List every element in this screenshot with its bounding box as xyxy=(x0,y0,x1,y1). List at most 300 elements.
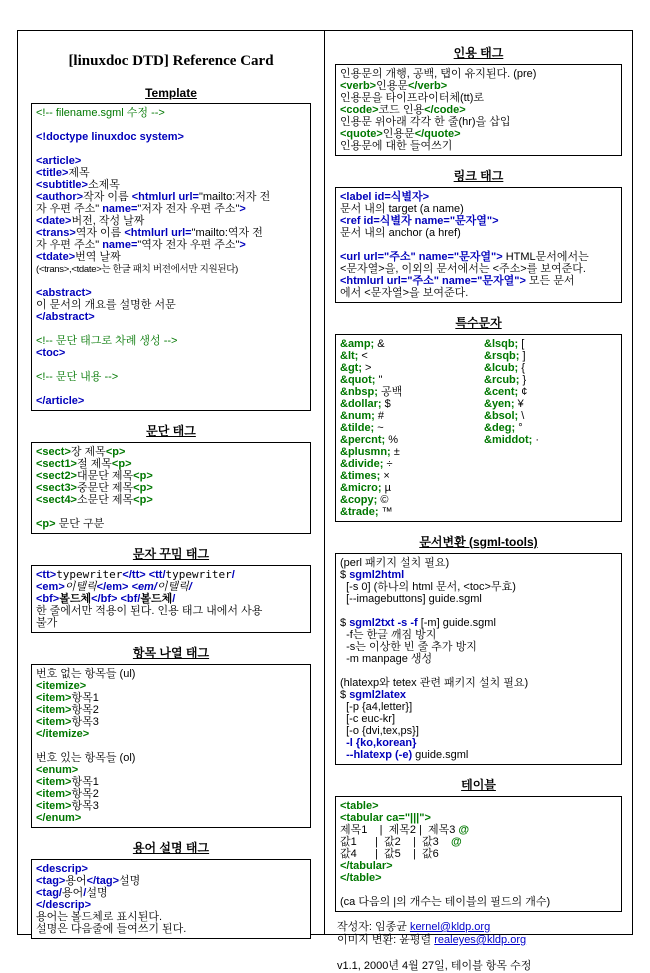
code-segment: 공백 xyxy=(377,386,403,398)
code-segment: ¢ xyxy=(518,386,528,398)
paragraph-tags-box xyxy=(31,442,311,534)
code-segment: &amp; xyxy=(340,338,375,350)
code-line xyxy=(484,338,539,350)
code-segment: </code> xyxy=(424,104,466,116)
code-segment: [-p {a4,letter}] xyxy=(340,701,413,713)
code-segment: <quote> xyxy=(340,128,383,140)
code-line xyxy=(340,446,617,458)
code-line xyxy=(36,155,306,167)
code-segment: <toc> xyxy=(36,347,66,359)
code-segment: 용어 xyxy=(61,887,84,899)
code-line xyxy=(36,347,306,359)
code-line xyxy=(484,410,539,422)
code-line xyxy=(340,884,617,896)
code-line xyxy=(340,227,617,239)
code-segment: </tabular> xyxy=(340,860,393,872)
code-line xyxy=(340,458,617,470)
code-segment: guide.sgml xyxy=(412,749,469,761)
card-border xyxy=(17,30,633,972)
code-segment: <itemize> xyxy=(36,680,87,692)
code-line xyxy=(36,131,306,143)
code-segment: (<trans>,<tdate>는 한글 패치 버전에서만 지원된다) xyxy=(36,264,238,275)
code-line xyxy=(36,680,306,692)
code-line xyxy=(340,203,617,215)
code-segment: " xyxy=(375,374,383,386)
code-line xyxy=(36,569,306,581)
code-segment: <p> xyxy=(133,470,153,482)
code-line xyxy=(340,68,617,80)
code-segment: <author> xyxy=(36,191,84,203)
code-segment: <ref id=식별자 name="문자열"> xyxy=(340,215,499,227)
code-segment: "역자 전자 우편 주소" xyxy=(137,239,240,251)
code-segment: [-m] guide.sgml xyxy=(417,617,496,629)
code-segment: 자 우편 주소" xyxy=(36,239,103,251)
code-line xyxy=(340,350,617,362)
code-segment: 번역 날짜 xyxy=(75,251,121,263)
code-line xyxy=(36,518,306,530)
code-segment: </enum> xyxy=(36,812,82,824)
footer xyxy=(335,921,622,973)
section-quote-tags xyxy=(335,44,622,156)
code-line xyxy=(337,934,622,947)
code-segment: 항목1 xyxy=(71,692,99,704)
section-title-paragraph-tags xyxy=(31,422,311,439)
code-line xyxy=(340,581,617,593)
code-segment: > xyxy=(362,362,372,374)
code-line xyxy=(337,921,622,934)
code-segment: @ xyxy=(458,824,470,836)
code-line xyxy=(36,311,306,323)
code-line xyxy=(36,704,306,716)
code-segment: HTML문서에서는 xyxy=(502,251,589,263)
code-segment: 자 우편 주소" xyxy=(36,203,103,215)
code-line xyxy=(36,251,306,263)
code-segment: <!-- 문단 내용 --> xyxy=(36,371,119,383)
code-segment: 항목1 xyxy=(71,776,99,788)
code-segment: / xyxy=(172,593,176,605)
code-line xyxy=(36,191,306,203)
code-line xyxy=(340,275,617,287)
code-segment: &middot; xyxy=(484,434,533,446)
code-segment: 항목2 xyxy=(71,704,99,716)
code-segment: <p> xyxy=(133,482,153,494)
code-line xyxy=(340,836,617,848)
section-template xyxy=(31,86,311,411)
code-line xyxy=(340,263,617,275)
code-line xyxy=(36,506,306,518)
code-line xyxy=(340,629,617,641)
code-segment: <item> xyxy=(36,692,72,704)
code-line xyxy=(36,371,306,383)
char-style-tags-box xyxy=(31,565,311,633)
code-segment: % xyxy=(385,434,399,446)
section-title-text: 인용 태그 xyxy=(453,46,504,60)
code-segment: </verb> xyxy=(407,80,448,92)
code-segment: <date> xyxy=(36,215,72,227)
code-line xyxy=(340,725,617,737)
code-segment: <tt/ xyxy=(148,569,166,581)
code-segment: $ xyxy=(381,398,391,410)
section-title-char-style-tags xyxy=(31,545,311,562)
section-title-text: Template xyxy=(145,86,197,100)
code-segment: -s는 이상한 빈 줄 추가 방지 xyxy=(340,641,477,653)
code-segment: &deg; xyxy=(484,422,516,434)
code-line xyxy=(340,701,617,713)
code-line xyxy=(340,713,617,725)
code-line xyxy=(36,692,306,704)
code-line xyxy=(36,728,306,740)
section-title-link-tags xyxy=(335,167,622,184)
code-line xyxy=(36,227,306,239)
code-segment: &lcub; xyxy=(484,362,519,374)
code-line xyxy=(340,605,617,617)
code-line xyxy=(484,374,539,386)
code-segment: <tag/ xyxy=(36,887,62,899)
code-segment: <url url="주소" name="문자열"> xyxy=(340,251,503,263)
section-title-text: 문단 태그 xyxy=(146,424,196,438)
code-segment: <em> xyxy=(36,581,65,593)
code-line xyxy=(340,338,617,350)
code-line xyxy=(36,275,306,287)
code-line xyxy=(484,386,539,398)
section-title-special-chars xyxy=(335,314,622,331)
code-segment: &trade; xyxy=(340,506,379,518)
code-segment: --hlatexp (-e) xyxy=(346,749,413,761)
code-segment: 한 줄에서만 적용이 된다. 인용 태그 내에서 사용 xyxy=(36,605,263,617)
code-segment: [-s 0] (하나의 html 문서, <toc>무효) xyxy=(340,581,516,593)
code-line xyxy=(340,287,617,299)
code-line xyxy=(340,749,617,761)
code-segment: $ xyxy=(340,569,350,581)
template-code-box xyxy=(31,103,311,411)
code-segment: 인용문 xyxy=(382,128,415,140)
code-segment: <code> xyxy=(340,104,379,116)
code-segment: <item> xyxy=(36,716,72,728)
code-segment: (hlatexp와 tetex 관련 패키지 설치 필요) xyxy=(340,677,529,689)
code-segment: &yen; xyxy=(484,398,515,410)
code-line xyxy=(340,653,617,665)
code-segment: 인용문 xyxy=(376,80,408,92)
code-line xyxy=(340,812,617,824)
code-segment: "mailto:저자 전 xyxy=(198,191,271,203)
code-line xyxy=(340,362,617,374)
code-line xyxy=(340,506,617,518)
code-segment: <tdate> xyxy=(36,251,76,263)
code-segment: </table> xyxy=(340,872,382,884)
quote-tags-box xyxy=(335,64,622,156)
section-table-tags xyxy=(335,776,622,912)
code-segment: 역자 이름 xyxy=(75,227,125,239)
code-segment: -f는 한글 깨짐 방지 xyxy=(340,629,437,641)
code-segment: <bf/ xyxy=(120,593,141,605)
code-segment: 인용문에 대한 들여쓰기 xyxy=(340,140,453,152)
code-line xyxy=(340,800,617,812)
code-segment: </bf> xyxy=(91,593,118,605)
code-segment: &cent; xyxy=(484,386,519,398)
section-title-text: 문서변환 (sgml-tools) xyxy=(419,535,538,549)
code-line xyxy=(340,104,617,116)
code-segment: </descrip> xyxy=(36,899,92,911)
code-segment: 값4 | 값5 | 값6 xyxy=(340,848,439,860)
code-segment: 대문단 제목 xyxy=(76,470,134,482)
code-segment: (perl 패키지 설치 필요) xyxy=(340,557,450,569)
code-line xyxy=(36,875,306,887)
code-segment: 소문단 제목 xyxy=(76,494,134,506)
code-line xyxy=(340,665,617,677)
code-line xyxy=(340,80,617,92)
code-segment: 제목1 | 제목2 | 제목3 xyxy=(340,824,459,836)
code-segment: # xyxy=(374,410,385,422)
code-line xyxy=(340,215,617,227)
code-segment: 작성자: 임종균 xyxy=(337,921,410,933)
page-title: [linuxdoc DTD] Reference Card xyxy=(68,53,274,69)
code-segment: <sect4> xyxy=(36,494,77,506)
section-doc-conversion xyxy=(335,533,622,765)
code-segment: -l {ko,korean} xyxy=(346,737,417,749)
code-segment: 소제목 xyxy=(87,179,120,191)
code-segment: <subtitle> xyxy=(36,179,88,191)
code-segment: &copy; xyxy=(340,494,378,506)
entity-column-right xyxy=(484,338,539,446)
code-line xyxy=(340,239,617,251)
code-segment: 용어는 볼드체로 표시된다. xyxy=(36,911,163,923)
code-segment: </article> xyxy=(36,395,85,407)
code-segment: 항목2 xyxy=(71,788,99,800)
code-line xyxy=(36,776,306,788)
section-title-list-tags xyxy=(31,644,311,661)
section-title-quote-tags xyxy=(335,44,622,61)
code-line xyxy=(36,800,306,812)
code-line xyxy=(36,752,306,764)
code-segment: name= xyxy=(102,203,138,215)
code-segment: <p> xyxy=(36,518,56,530)
code-segment: 설명 xyxy=(86,887,108,899)
email-link[interactable]: kernel@kldp.org xyxy=(409,921,491,933)
code-segment: <trans> xyxy=(36,227,76,239)
code-segment: <abstract> xyxy=(36,287,92,299)
code-segment: <sect1> xyxy=(36,458,77,470)
code-segment: <item> xyxy=(36,776,72,788)
code-segment: <label id=식별자> xyxy=(340,191,430,203)
code-segment: <sect3> xyxy=(36,482,77,494)
code-segment: typewriter xyxy=(56,568,123,581)
code-line xyxy=(340,689,617,701)
table-tags-box xyxy=(335,796,622,912)
code-segment: &plusmn; xyxy=(340,446,391,458)
code-line xyxy=(36,482,306,494)
code-line xyxy=(340,872,617,884)
code-line xyxy=(36,668,306,680)
code-line xyxy=(36,494,306,506)
code-line xyxy=(36,458,306,470)
code-segment: <tabular ca="|||"> xyxy=(340,812,431,824)
code-line xyxy=(340,434,617,446)
code-line xyxy=(340,422,617,434)
code-line xyxy=(36,740,306,752)
code-segment: &dollar; xyxy=(340,398,382,410)
code-line xyxy=(484,434,539,446)
code-line xyxy=(36,239,306,251)
code-segment: &micro; xyxy=(340,482,382,494)
code-segment: <verb> xyxy=(340,80,377,92)
code-line xyxy=(36,581,306,593)
code-segment: 항목3 xyxy=(71,800,99,812)
code-segment: ÷ xyxy=(383,458,393,470)
code-line xyxy=(337,947,622,960)
code-line xyxy=(36,764,306,776)
code-segment: 이탤릭 xyxy=(156,581,189,593)
code-segment: × xyxy=(380,470,390,482)
code-segment: <tt> xyxy=(36,569,57,581)
code-segment: [-c euc-kr] xyxy=(340,713,396,725)
code-segment: 이 문서의 개요를 설명한 서문 xyxy=(36,299,176,311)
code-segment: &rsqb; xyxy=(484,350,520,362)
code-segment: <p> xyxy=(105,446,126,458)
code-segment: [ xyxy=(518,338,525,350)
code-segment: $ xyxy=(340,617,350,629)
entity-column-left xyxy=(340,338,617,518)
section-list-tags xyxy=(31,644,311,828)
code-segment: < xyxy=(358,350,368,362)
section-special-chars xyxy=(335,314,622,522)
code-line xyxy=(36,263,306,275)
code-segment: 중문단 제목 xyxy=(76,482,134,494)
code-line xyxy=(36,911,306,923)
code-segment: &times; xyxy=(340,470,381,482)
section-title-text: 특수문자 xyxy=(455,316,502,330)
code-line xyxy=(337,960,622,973)
code-segment: <sect2> xyxy=(36,470,77,482)
section-title-table-tags xyxy=(335,776,622,793)
code-segment: &nbsp; xyxy=(340,386,378,398)
code-segment: 항목3 xyxy=(71,716,99,728)
code-segment: </em> xyxy=(96,581,129,593)
code-line xyxy=(36,812,306,824)
code-line xyxy=(36,863,306,875)
doc-conversion-box xyxy=(335,553,622,765)
code-segment: > xyxy=(239,203,246,215)
code-segment: <title> xyxy=(36,167,69,179)
code-segment: "저자 전자 우편 주소" xyxy=(137,203,240,215)
code-line xyxy=(340,824,617,836)
code-segment: <em/ xyxy=(131,581,157,593)
code-segment: <문자열>을, 이외의 문서에서는 <주소>를 보여준다. xyxy=(340,263,586,275)
code-line xyxy=(36,788,306,800)
code-line xyxy=(340,557,617,569)
code-segment: </tag> xyxy=(86,875,120,887)
code-segment: (ca 다음의 |의 개수는 테이블의 필드의 개수) xyxy=(340,896,551,908)
code-segment: <enum> xyxy=(36,764,79,776)
code-line xyxy=(484,398,539,410)
email-link[interactable]: realeyes@kldp.org xyxy=(434,934,527,946)
code-segment: 코드 인용 xyxy=(378,104,425,116)
description-tags-box xyxy=(31,859,311,939)
code-line xyxy=(340,896,617,908)
code-line xyxy=(340,737,617,749)
code-line xyxy=(340,140,617,152)
code-line xyxy=(340,593,617,605)
code-segment: <p> xyxy=(133,494,153,506)
code-segment: &lt; xyxy=(340,350,359,362)
code-segment: 인용문의 개행, 공백, 탭이 유지된다. (pre) xyxy=(340,68,537,80)
code-segment: 불가 xyxy=(36,617,58,629)
code-segment: </tt> xyxy=(122,569,146,581)
code-segment: & xyxy=(374,338,385,350)
code-line xyxy=(36,203,306,215)
code-segment: &rcub; xyxy=(484,374,520,386)
left-column xyxy=(18,31,325,934)
link-tags-box xyxy=(335,187,622,303)
code-segment: 제목 xyxy=(68,167,90,179)
code-segment: &gt; xyxy=(340,362,362,374)
code-segment: 이탤릭 xyxy=(64,581,97,593)
code-segment: </abstract> xyxy=(36,311,95,323)
code-line xyxy=(36,470,306,482)
code-segment: 번호 없는 항목들 (ul) xyxy=(36,668,136,680)
code-line xyxy=(36,215,306,227)
code-segment: -m manpage 생성 xyxy=(340,653,433,665)
code-line xyxy=(340,482,617,494)
section-title-text: 테이블 xyxy=(461,778,496,792)
code-line xyxy=(36,446,306,458)
code-segment: 볼드체 xyxy=(140,593,173,605)
code-line xyxy=(36,383,306,395)
code-segment: 볼드체 xyxy=(59,593,92,605)
code-line xyxy=(484,362,539,374)
code-segment: <descrip> xyxy=(36,863,88,875)
section-title-text: 문자 꾸밈 태그 xyxy=(132,547,210,561)
code-segment: / xyxy=(231,569,235,581)
code-line xyxy=(340,398,617,410)
code-segment: &quot; xyxy=(340,374,376,386)
code-line xyxy=(340,860,617,872)
section-title-doc-conversion xyxy=(335,533,622,550)
code-segment: <table> xyxy=(340,800,379,812)
code-segment: <item> xyxy=(36,788,72,800)
section-paragraph-tags xyxy=(31,422,311,534)
code-line xyxy=(36,593,306,605)
code-line xyxy=(36,617,306,629)
code-segment: > xyxy=(239,239,246,251)
code-line xyxy=(36,143,306,155)
code-segment: \ xyxy=(518,410,525,422)
code-segment: <htmlurl url= xyxy=(131,191,199,203)
code-segment: <htmlurl url="주소" name="문자열"> xyxy=(340,275,526,287)
code-line xyxy=(36,605,306,617)
code-segment: <p> xyxy=(111,458,132,470)
code-line xyxy=(36,179,306,191)
code-segment: 모든 문서 xyxy=(525,275,575,287)
code-segment: $ xyxy=(340,689,350,701)
code-segment: [--imagebuttons] guide.sgml xyxy=(340,593,482,605)
code-segment: v1.1, 2000년 4월 27일, 테이블 항목 수정 xyxy=(337,960,532,972)
code-segment: 문단 구분 xyxy=(55,518,105,530)
code-line xyxy=(340,128,617,140)
code-line xyxy=(340,641,617,653)
code-segment: </itemize> xyxy=(36,728,90,740)
code-segment: &num; xyxy=(340,410,375,422)
code-line xyxy=(36,299,306,311)
code-line xyxy=(340,848,617,860)
code-line xyxy=(340,569,617,581)
code-line xyxy=(36,107,306,119)
code-segment: ° xyxy=(515,422,523,434)
code-line xyxy=(36,287,306,299)
code-line xyxy=(36,395,306,407)
code-segment: ~ xyxy=(374,422,384,434)
code-segment: <article> xyxy=(36,155,82,167)
code-segment: 에서 <문자열>을 보여준다. xyxy=(340,287,469,299)
